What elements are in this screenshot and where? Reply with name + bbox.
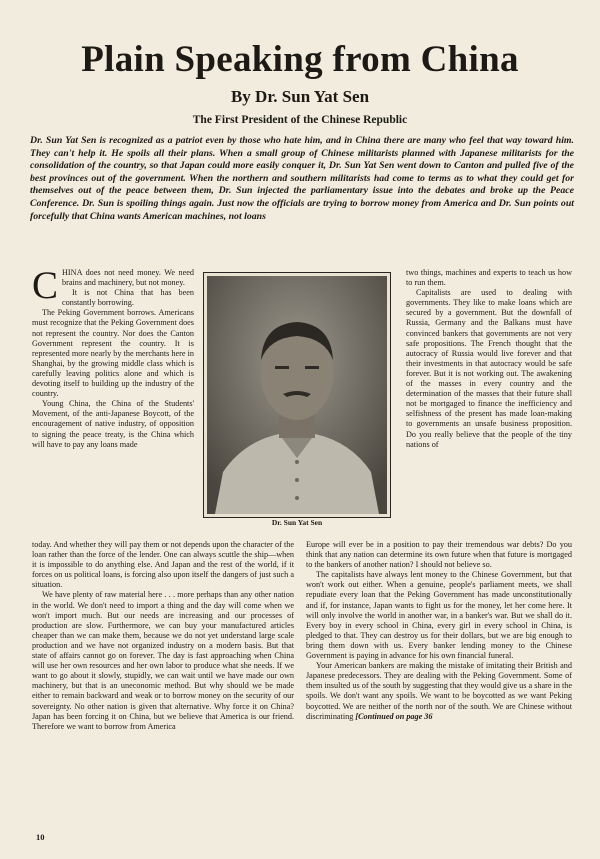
portrait-photo xyxy=(207,276,387,514)
bottom-right-paragraph-3 xyxy=(306,661,572,722)
left-paragraph-2: It is not China that has been constantly borrowing. xyxy=(62,288,194,308)
portrait-photo-frame xyxy=(203,272,391,518)
right-column xyxy=(406,268,572,450)
article-subtitle: The First President of the Chinese Republic xyxy=(192,114,408,126)
drop-cap: C xyxy=(32,264,59,307)
bottom-left-paragraph-1: today. And whether they will pay them or not depends upon the character of the loan rather than the force of the lender. One can always scuttle the ship—when it is impossible to do anything else. And Japan and the rest of the world, if it forces on us political loans, is forcing also upon itself the dangers of just such a situation. xyxy=(32,540,294,590)
left-paragraph-3: The Peking Government borrows. Americans must recognize that the Peking Government does not represent the country. Nor does the Canton Government represent the country. It is represented more nearly by the merchants here in Shanghai, by the growing middle class which is carefully leaving politics alone and which is devoting itself to building up the industry of the country. xyxy=(32,308,194,399)
bottom-right-paragraph-1: Europe will ever be in a position to pay their tremendous war debts? Do you think that any nation can determine its own future when that future is mortgaged to the bankers of another nation? I should not believe so. xyxy=(306,540,572,570)
article-byline: By Dr. Sun Yat Sen xyxy=(230,87,370,106)
right-paragraph-1: two things, machines and experts to teach us how to run them. xyxy=(406,268,572,288)
left-paragraph-1-text: HINA does not need money. We need brains and machinery, but not money. xyxy=(62,268,194,288)
page-number: 10 xyxy=(36,832,45,842)
left-paragraph-4: Young China, the China of the Students' Movement, of the anti-Japanese Boycott, of the encouragement of native industry, of opposition to signing the peace treaty, is the China which will have to pay any loans made xyxy=(32,399,194,449)
article-intro: Dr. Sun Yat Sen is recognized as a patriot even by those who hate him, and in China there are many who feel that way toward him. They can't help it. He spoils all their plans. When a small group of Chinese militarists planned with Japanese militarists for the consolidation of the country, so that Japan could more easily conquer it, Dr. Sun Yat Sen went down to Canton and pulled five of the best provinces out of the government. When the northern and southern militarists had come to terms as to what they could get for themselves out of the peace between them, Dr. Sun injected the parliamentary issue into the debates and broke up the Peace Conference. Dr. Sun is spoiling things again. Just now the officials are trying to borrow money from America and Dr. Sun points out forcefully that China wants American machines, not loans xyxy=(30,135,574,222)
bottom-left-column xyxy=(32,540,294,732)
bottom-right-paragraph-3-text: Your American bankers are making the mistake of imitating their British and Japanese predecessors. They are dealing with the Peking Government. Some of them insulted us of the south by suggesting that they would give us a share in the spoils. We don't want any spoils. We want to be boycotted as we want Peking boycotted. We are neither of the north nor of the south. We are Chinese without discriminating xyxy=(306,661,572,721)
bottom-left-paragraph-2: We have plenty of raw material here . . . more perhaps than any other nation in the world. We don't need to import a thing and the day will come when we won't import much. But our needs are increasing and our processes of production are slow. Furthermore, we can buy your manufactured articles cheaper than we can make them, because we do not yet understand large scale production and we have not organized industry on a modern basis. But that state of affairs cannot go on forever. The day is fast approaching when China will use her own resources and her own labor to produce what she needs. If we want to go about it slowly, stupidly, we can wait until we have made our own machinery, but that is an uneconomic method. But why should we be made either to remain backward and weak or to borrow money on the security of our sovereignty. No other nation is given that alternative. Why force it on China? Japan has been forcing it on China, but we believe that America is our friend. Therefore we want to borrow from America xyxy=(32,590,294,731)
article-title: Plain Speaking from China xyxy=(81,39,519,80)
bottom-right-column xyxy=(306,540,572,722)
bottom-right-paragraph-2: The capitalists have always lent money to the Chinese Government, but that won't work out either. When a genuine, people's parliament meets, we shall repudiate every loan that the Peking Government has made unconstitutionally and if, for instance, Japan wants to fight us for the money, let her come here. It will only involve the world in another war, in a banker's war. But we shall do it. Every boy in every school in China, every girl in every school in China, is pledged to that. They can destroy us for their dollars, but we are big enough to bring them down with us. Every banker lending money to the Chinese Government is paying in advance for his own financial funeral. xyxy=(306,570,572,661)
photo-caption: Dr. Sun Yat Sen xyxy=(271,518,323,527)
left-column xyxy=(32,264,194,450)
continued-note: [Continued on page 36 xyxy=(355,711,433,721)
right-paragraph-2: Capitalists are used to dealing with governments. They like to make loans which are secured by a government. But the downfall of Russia, Germany and the Balkans must have convinced bankers that governments are not very safe propositions. The French thought that the autocracy of Russia would live forever and that their investments in that autocracy would be safe forever. But it is not working out. The awakening of the masses in every country and the determination of the masses that their future shall not be mortgaged to finance the inefficiency and selfishness of the present has made loan-making to governments an unsafe business proposition. Do you really believe that the people of the tiny nations of xyxy=(406,288,572,449)
